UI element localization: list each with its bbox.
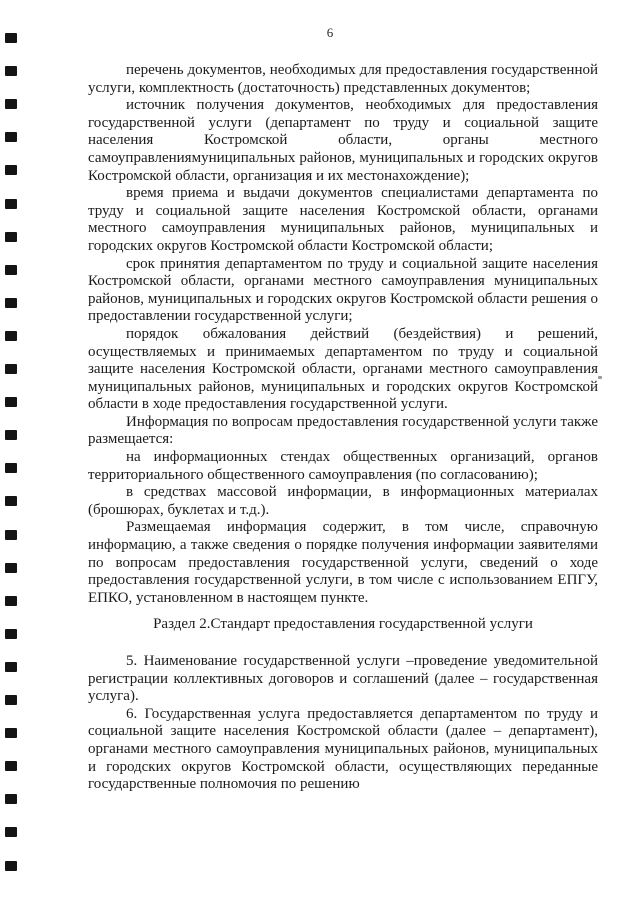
paragraph: источник получения документов, необходимых для предоставления государственной услуги (департамент по труду и социальной защите населения Костромской области, органы местного самоуправлениямуниципальных районов, муниципальных и городских округов Костромской области, организация и их местонахождение); [88,97,598,184]
scan-edge-mark-icon [5,298,17,308]
scan-edge-mark-icon [5,430,17,440]
scan-edge-mark-icon [5,165,17,175]
scan-edge-mark-icon [5,132,17,142]
scan-edge-mark-icon [5,33,17,43]
scan-edge-mark-icon [5,331,17,341]
scan-edge-mark-icon [5,563,17,573]
scan-edge-mark-icon [5,662,17,672]
paragraph: время приема и выдачи документов специалистами департамента по труду и социальной защите населения Костромской области, органами местного самоуправления муниципальных районов, муниципальных и городских округов Костромской области Костромской области; [88,185,598,254]
section-heading: Раздел 2.Стандарт предоставления государственной услуги [153,616,533,633]
paragraph: Размещаемая информация содержит, в том числе, справочную информацию, а также сведения о порядке получения информации заявителями по вопросам предоставления государственной услуги, сведений о ходе предоставления государственной услуги, в том числе с использованием ЕПГУ, ЕПКО, установленном в настоящем пункте. [88,519,598,606]
scan-edge-mark-icon [5,199,17,209]
scan-edge-mark-icon [5,232,17,242]
scan-edge-mark-icon [5,695,17,705]
scan-edge-mark-icon [5,397,17,407]
paragraph: в средствах массовой информации, в информационных материалах (брошюрах, буклетах и т.д.). [88,484,598,518]
paragraph: на информационных стендах общественных организаций, органов территориального общественного самоуправления (по согласованию); [88,449,598,483]
paragraph: 6. Государственная услуга предоставляется департаментом по труду и социальной защите населения Костромской области (далее – департамент), органами местного самоуправления муниципальных районов, муниципальных и городских округов Костромской области, осуществляющих переданные государственные полномочия по решению [88,705,598,793]
paragraph: 5. Наименование государственной услуги –проведение уведомительной регистрации коллективных договоров и соглашений (далее – государственная услуга). [88,653,598,705]
paragraph: перечень документов, необходимых для предоставления государственной услуги, комплектность (достаточность) представленных документов; [88,62,598,96]
scan-edge-mark-icon [5,66,17,76]
paragraph: Информация по вопросам предоставления государственной услуги также размещается: [88,413,598,448]
scan-edge-mark-icon [5,861,17,871]
paragraph: срок принятия департаментом по труду и социальной защите населения Костромской области, органами местного самоуправления муниципальных районов, муниципальных и городских округов Костромской области решения о предоставлении государственной услуги; [88,255,598,325]
page-number: 6 [326,25,334,40]
scan-edge-mark-icon [5,596,17,606]
scan-edge-mark-icon [5,99,17,109]
scan-edge-mark-icon [5,827,17,837]
scan-edge-mark-icon [5,463,17,473]
scan-edge-mark-icon [5,496,17,506]
scan-edge-mark-icon [5,265,17,275]
scan-edge-mark-icon [5,761,17,771]
scan-speck-icon [598,376,602,379]
scan-edge-mark-icon [5,530,17,540]
paragraph: порядок обжалования действий (бездействия) и решений, осуществляемых и принимаемых департаментом по труду и социальной защите населения Костромской области, органами местного самоуправления муниципальных районов, муниципальных и городских округов Костромской области в ходе предоставления государственной услуги. [88,325,598,413]
scan-edge-mark-icon [5,629,17,639]
scan-edge-mark-icon [5,794,17,804]
document-body [88,62,598,794]
scan-edge-mark-icon [5,728,17,738]
scan-edge-mark-icon [5,364,17,374]
